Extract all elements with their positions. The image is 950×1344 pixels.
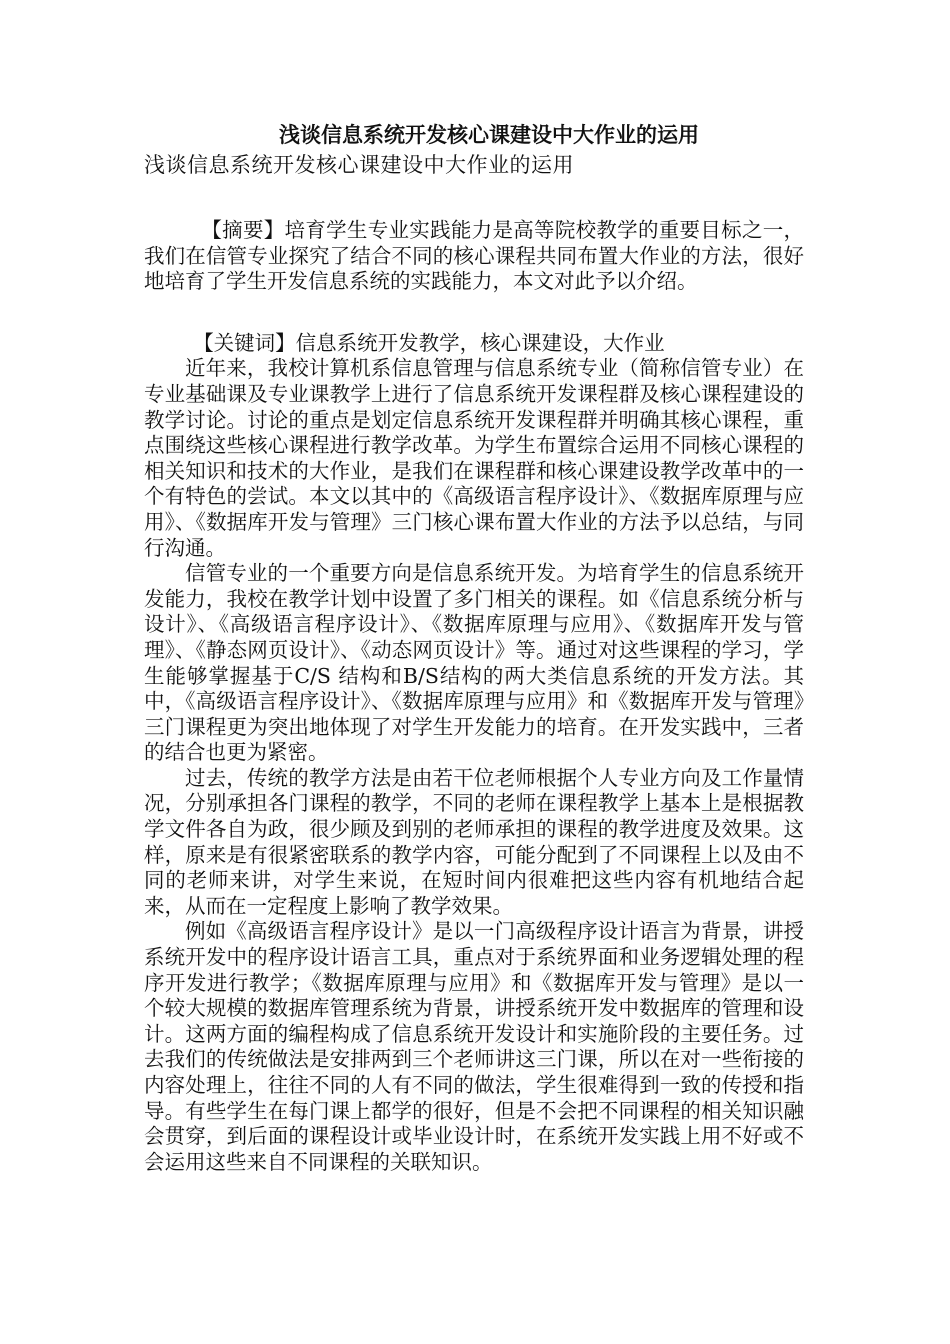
keywords-paragraph: 【关键词】信息系统开发教学，核心课建设，大作业 <box>193 330 665 355</box>
document-title: 浅谈信息系统开发核心课建设中大作业的运用 <box>279 122 699 147</box>
abstract-paragraph: 【摘要】培育学生专业实践能力是高等院校教学的重要目标之一，我们在信管专业探究了结合不同的核心课程共同布置大作业的方法，很好地培育了学生开发信息系统的实践能力，本文对此予以介绍。 <box>144 218 804 294</box>
body-paragraph: 近年来，我校计算机系信息管理与信息系统专业（简称信管专业）在专业基础课及专业课教学上进行了信息系统开发课程群及核心课程建设的教学讨论。讨论的重点是划定信息系统开发课程群并明确其核心课程，重点围绕这些核心课程进行教学改革。为学生布置综合运用不同核心课程的相关知识和技术的大作业，是我们在课程群和核心课建设教学改革中的一个有特色的尝试。本文以其中的《高级语言程序设计》、《数据库原理与应用》、《数据库开发与管理》三门核心课布置大作业的方法予以总结，与同行沟通。 <box>144 356 804 560</box>
body-paragraph: 例如《高级语言程序设计》是以一门高级程序设计语言为背景，讲授系统开发中的程序设计语言工具，重点对于系统界面和业务逻辑处理的程序开发进行教学；《数据库原理与应用》和《数据库开发与管理》是以一个较大规模的数据库管理系统为背景，讲授系统开发中数据库的管理和设计。这两方面的编程构成了信息系统开发设计和实施阶段的主要任务。过去我们的传统做法是安排两到三个老师讲这三门课，所以在对一些衔接的内容处理上，往往不同的人有不同的做法，学生很难得到一致的传授和指导。有些学生在每门课上都学的很好，但是不会把不同课程的相关知识融会贯穿，到后面的课程设计或毕业设计时，在系统开发实践上用不好或不会运用这些来自不同课程的关联知识。 <box>144 919 804 1174</box>
body-paragraph: 过去，传统的教学方法是由若干位老师根据个人专业方向及工作量情况，分别承担各门课程的教学，不同的老师在课程教学上基本上是根据教学文件各自为政，很少顾及到别的老师承担的课程的教学进度及效果。这样，原来是有很紧密联系的教学内容，可能分配到了不同课程上以及由不同的老师来讲，对学生来说，在短时间内很难把这些内容有机地结合起来，从而在一定程度上影响了教学效果。 <box>144 765 804 918</box>
body-paragraph: 信管专业的一个重要方向是信息系统开发。为培育学生的信息系统开发能力，我校在教学计划中设置了多门相关的课程。如《信息系统分析与设计》、《高级语言程序设计》、《数据库原理与应用》、《数据库开发与管理》、《静态网页设计》、《动态网页设计》等。通过对这些课程的学习，学生能够掌握基于C/S 结构和B/S结构的两大类信息系统的开发方法。其中，《高级语言程序设计》、《数据库原理与应用》和《数据库开发与管理》三门课程更为突出地体现了对学生开发能力的培育。在开发实践中，三者的结合也更为紧密。 <box>144 561 804 765</box>
document-subtitle: 浅谈信息系统开发核心课建设中大作业的运用 <box>144 153 574 177</box>
document-page <box>144 120 804 1175</box>
